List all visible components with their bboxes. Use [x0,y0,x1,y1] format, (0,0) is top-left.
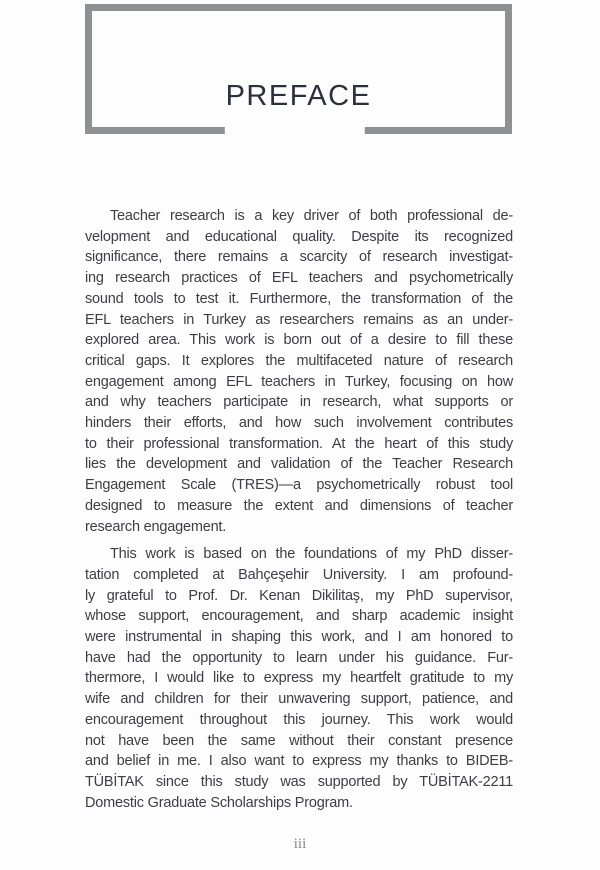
page-number: iii [293,836,307,852]
text-line: This work is based on the foundations of my PhD disser- [110,546,513,563]
text-line: have had the opportunity to learn under his guidance. Fur- [85,649,513,666]
text-line: Domestic Graduate Scholarships Program. [85,794,353,811]
text-line: significance, there remains a scarcity of research investigat- [85,249,513,266]
text-line: not have been the same without their constant presence [85,732,513,749]
text-line: ing research practices of EFL teachers and psychometrically [85,270,513,287]
text-line: tation completed at Bahçeşehir University. I am profound- [85,566,513,583]
text-line: and why teachers participate in research, what supports or [85,394,513,411]
text-line: and belief in me. I also want to express my thanks to BIDEB- [85,753,513,770]
text-line: velopment and educational quality. Despite its recognized [85,228,513,245]
text-line: lies the development and validation of the Teacher Research [85,456,513,473]
text-line: critical gaps. It explores the multifaceted nature of research [85,352,513,369]
text-line: TÜBİTAK since this study was supported by TÜBİTAK-2211 [85,773,513,790]
text-line: EFL teachers in Turkey as researchers remains as an under- [85,311,513,328]
title-box-bottom-gap [224,127,364,134]
paragraphs [85,206,513,813]
paragraph [85,206,513,537]
text-line: research engagement. [85,518,227,535]
paragraph [85,544,513,813]
text-line: explored area. This work is born out of a desire to fill these [85,332,513,349]
text-line: Engagement Scale (TRES)—a psychometrically robust tool [85,477,513,494]
text-line: engagement among EFL teachers in Turkey, focusing on how [85,373,513,390]
text-line: sound tools to test it. Furthermore, the transformation of the [85,290,513,307]
text-line: encouragement throughout this journey. This work would [85,711,513,728]
preface-title-box [85,4,512,134]
page-title: PREFACE [225,80,372,112]
text-line: designed to measure the extent and dimensions of teacher [85,497,513,514]
text-line: were instrumental in shaping this work, and I am honored to [85,629,513,646]
text-line: Teacher research is a key driver of both professional de- [110,208,513,224]
text-line: thermore, I would like to express my heartfelt gratitude to my [85,670,513,687]
text-line: whose support, encouragement, and sharp academic insight [85,608,513,625]
text-line: hinders their efforts, and how such involvement contributes [85,415,513,432]
text-line: ly grateful to Prof. Dr. Kenan Dikilitaş, my PhD supervisor, [85,587,513,604]
text-line: to their professional transformation. At the heart of this study [85,435,513,452]
text-line: wife and children for their unwavering support, patience, and [85,691,513,708]
